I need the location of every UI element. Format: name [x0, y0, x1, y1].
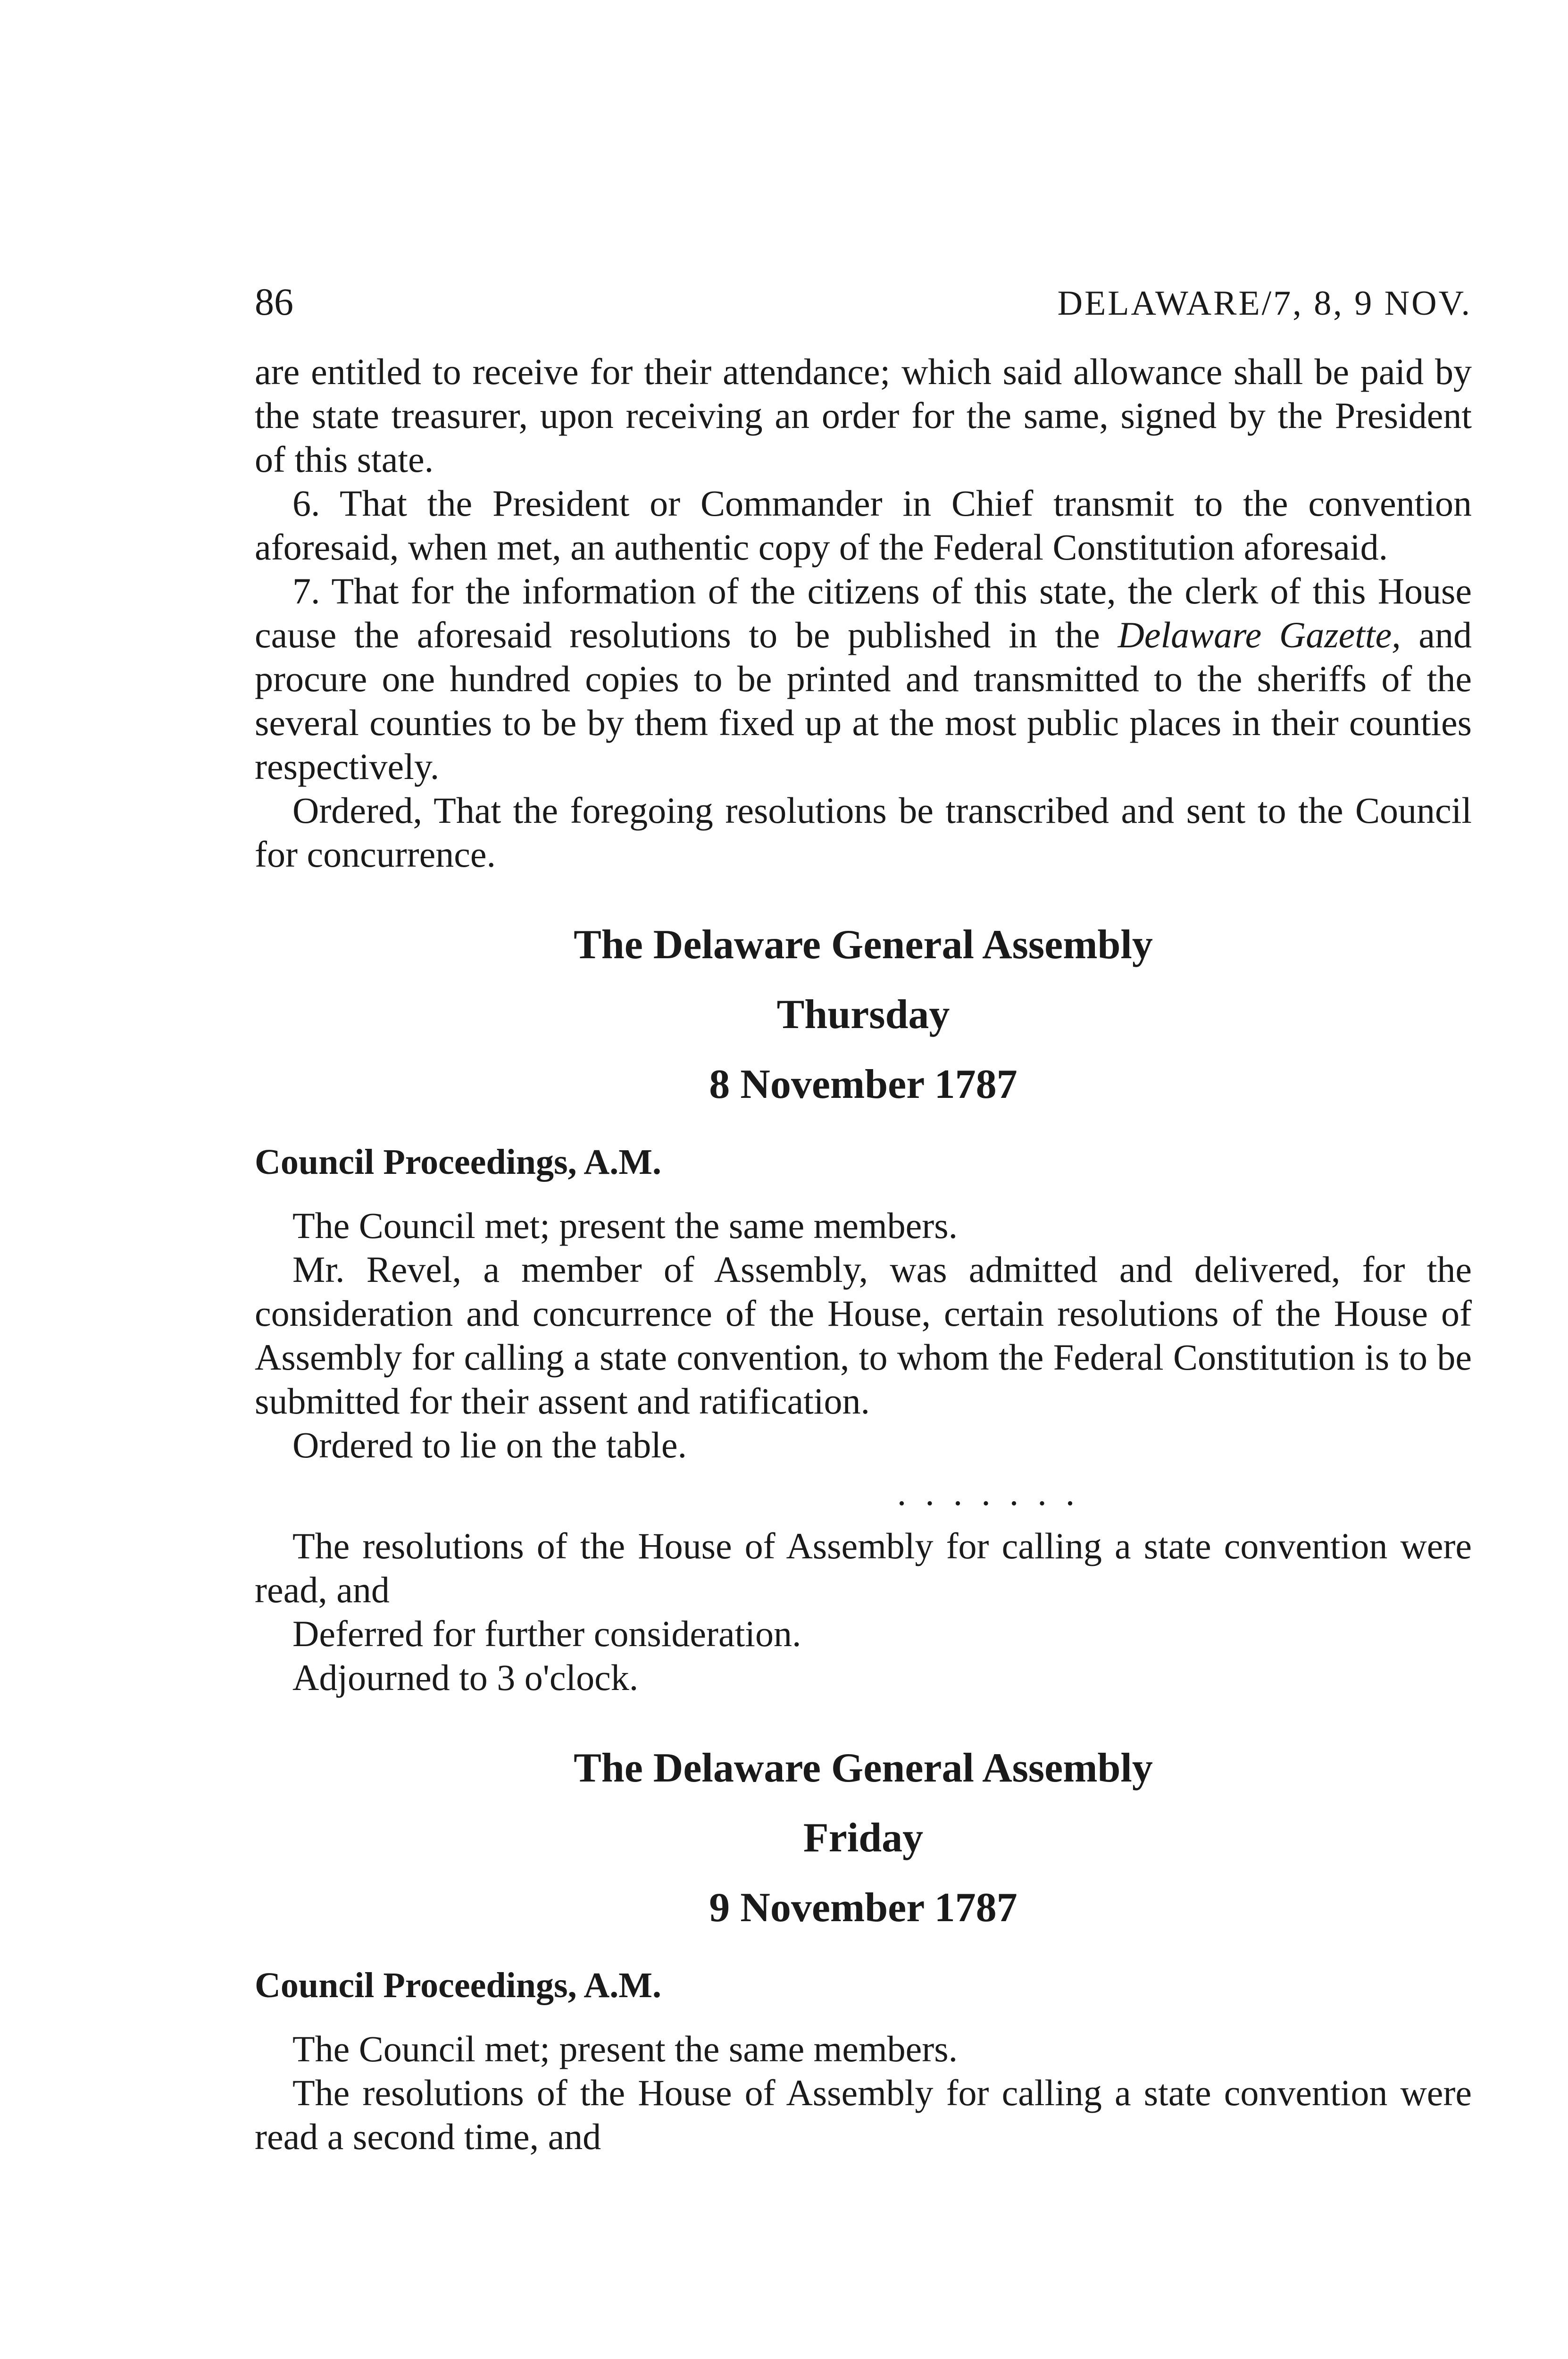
- adjourned-line: Adjourned to 3 o'clock.: [292, 1657, 639, 1698]
- council-met: The Council met; present the same members.: [292, 2028, 958, 2069]
- ellipsis-divider: .......: [897, 1472, 1094, 1513]
- session-date: 9 November 1787: [709, 1885, 1018, 1931]
- thursday-proceedings: [255, 1204, 1472, 1699]
- weekday: Friday: [803, 1815, 924, 1861]
- section-heading-thursday: [255, 910, 1472, 1120]
- resolution-7-end: and procure one hundred copies to be printed and transmitted to the sheriffs of the several counties to be by them fixed up at the most public places in their counties respectively.: [255, 614, 1472, 787]
- resolution-7: [255, 569, 1472, 788]
- lie-on-table: Ordered to lie on the table.: [292, 1424, 687, 1465]
- resolutions-read: The resolutions of the House of Assembly for calling a state convention were read, and: [255, 1525, 1472, 1610]
- resolutions-second-reading: The resolutions of the House of Assembly for calling a state convention were read a second time, and: [255, 2072, 1472, 2157]
- running-head: [255, 278, 1472, 327]
- friday-proceedings: [255, 2027, 1472, 2158]
- opening-text: [255, 350, 1472, 876]
- resolution-7-start: 7. That for the information of the citizens of this state, the clerk of this House cause the aforesaid resolutions to be published in the: [255, 570, 1472, 655]
- ordered-paragraph: Ordered, That the foregoing resolutions be transcribed and sent to the Council for concurrence.: [255, 790, 1472, 875]
- resolution-6: 6. That the President or Commander in Chief transmit to the convention aforesaid, when met, an authentic copy of the Federal Constitution aforesaid.: [255, 483, 1472, 568]
- session-date: 8 November 1787: [709, 1062, 1018, 1107]
- weekday: Thursday: [776, 992, 950, 1037]
- assembly-title: The Delaware General Assembly: [574, 1745, 1153, 1791]
- running-title: DELAWARE/7, 8, 9 NOV.: [1057, 284, 1472, 323]
- council-proceedings-heading: Council Proceedings, A.M.: [255, 1966, 662, 2005]
- revel-paragraph: Mr. Revel, a member of Assembly, was admitted and delivered, for the consideration and concurrence of the House, certain resolutions of the House of Assembly for calling a state convention, to whom the Federal Constitution is to be submitted for their assent and ratification.: [255, 1249, 1472, 1422]
- deferred-line: Deferred for further consideration.: [292, 1613, 801, 1654]
- page-number: 86: [255, 280, 293, 323]
- council-proceedings-heading: Council Proceedings, A.M.: [255, 1142, 662, 1182]
- section-heading-friday: [255, 1733, 1472, 1943]
- council-met: The Council met; present the same members.: [292, 1205, 958, 1246]
- document-page: [255, 278, 1472, 2158]
- assembly-title: The Delaware General Assembly: [574, 922, 1153, 968]
- newspaper-title: Delaware Gazette,: [1118, 614, 1401, 655]
- continued-paragraph: are entitled to receive for their attendance; which said allowance shall be paid by the state treasurer, upon receiving an order for the same, signed by the President of this state.: [255, 351, 1472, 480]
